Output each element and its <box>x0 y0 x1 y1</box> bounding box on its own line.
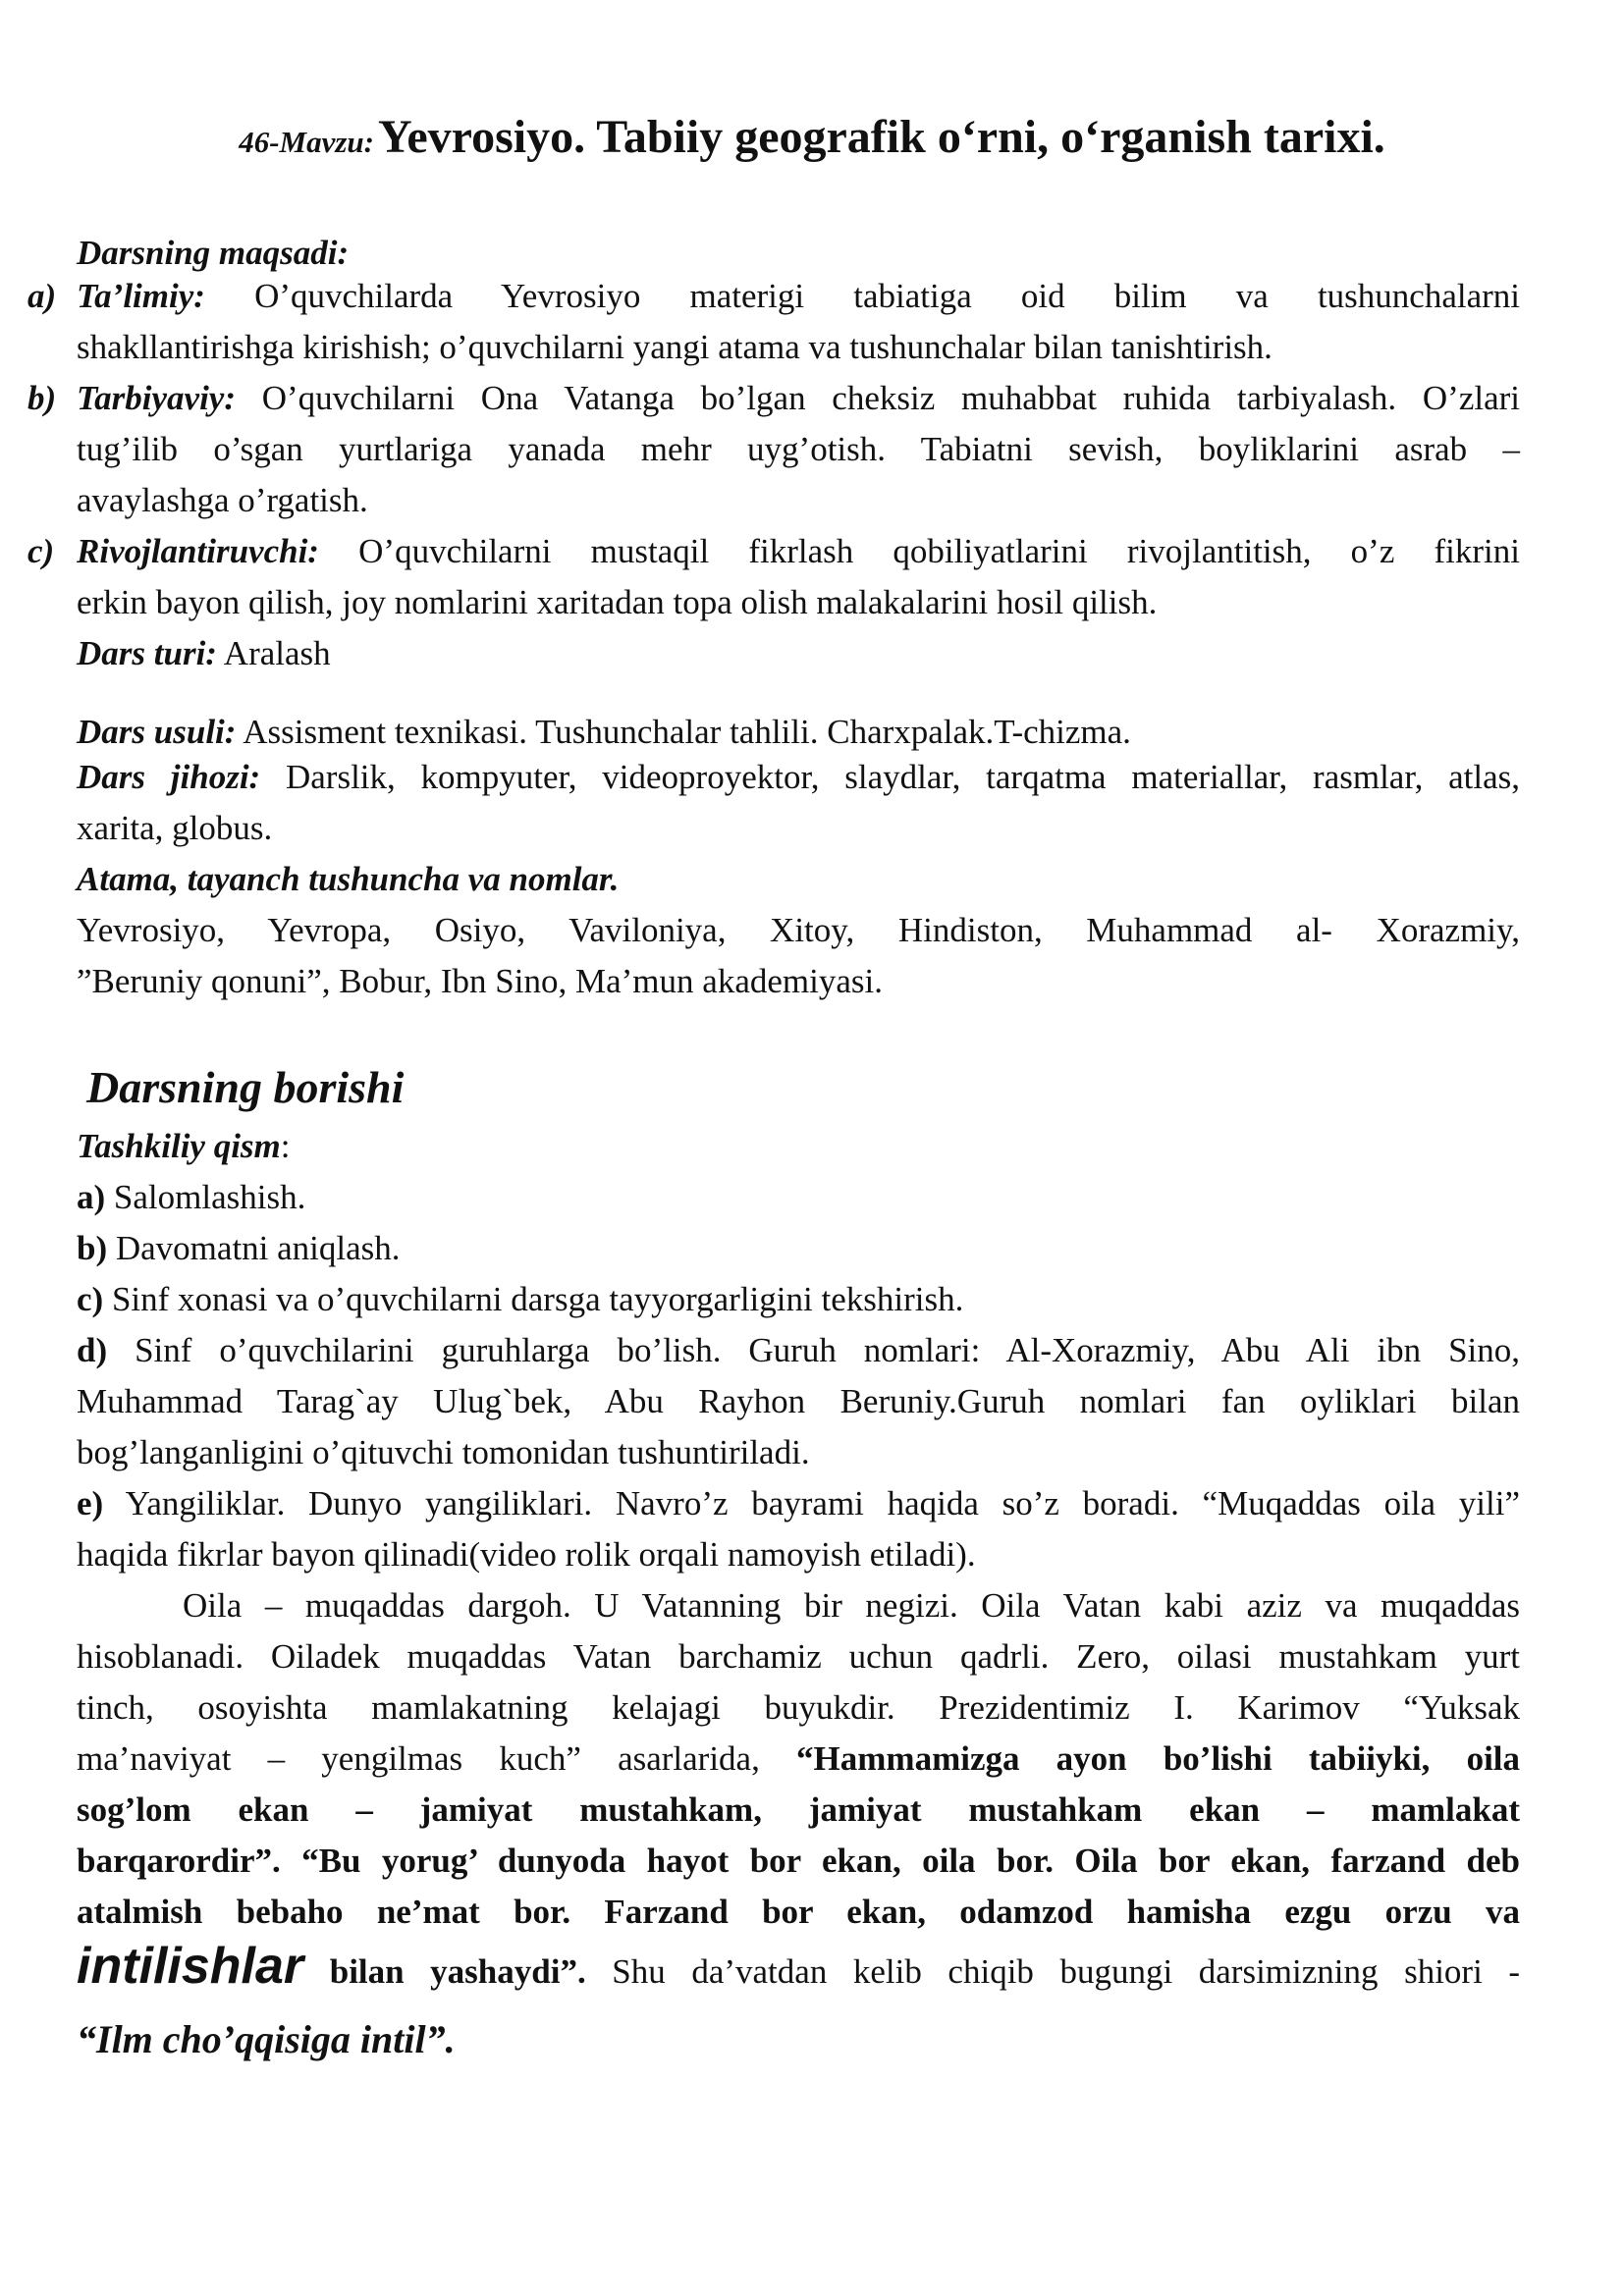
dars-jihozi-text-1: Darslik, kompyuter, videoproyektor, slaydlar, tarqatma materiallar, rasmlar, atlas, <box>285 758 1520 796</box>
step-d-marker: d) <box>77 1331 108 1369</box>
step-c-text: Sinf xonasi va o’quvchilarni darsga tayyorgarligini tekshirish. <box>111 1280 964 1318</box>
step-e-text-2: haqida fikrlar bayon qilinadi(video rolik orqali namoyish etiladi). <box>77 1535 976 1574</box>
dars-usuli-label: Dars usuli: <box>77 713 237 751</box>
step-d-text-3: bog’langanligini o’qituvchi tomonidan tushuntiriladi. <box>77 1433 810 1471</box>
paragraph-line-1: Oila – muqaddas dargoh. U Vatanning bir negizi. Oila Vatan kabi aziz va muqaddas <box>183 1586 1520 1625</box>
step-d-text-2: Muhammad Tarag`ay Ulug`bek, Abu Rayhon Beruniy.Guruh nomlari fan oyliklari bilan <box>77 1382 1520 1420</box>
objectives-heading: Darsning maqsadi: <box>77 234 350 272</box>
step-a <box>77 1172 1520 1223</box>
objective-a-line <box>77 271 1520 322</box>
tashkiliy-label: Tashkiliy qism <box>77 1127 281 1165</box>
paragraph-line-4-plain: ma’naviyat – yengilmas kuch” asarlarida, <box>77 1739 760 1778</box>
objective-b-text-1: O’quvchilarni Ona Vatanga bo’lgan cheksiz muhabbat ruhida tarbiyalash. O’zlari <box>261 379 1520 417</box>
objective-c-label: Rivojlantiruvchi: <box>77 532 319 570</box>
paragraph-line-4-bold: “Hammamizga ayon bo’lishi tabiiyki, oila <box>796 1739 1521 1778</box>
atama-text-2: ”Beruniy qonuni”, Bobur, Ibn Sino, Ma’mun akademiyasi. <box>77 962 883 1000</box>
step-c <box>77 1274 1520 1325</box>
objective-c-line <box>77 526 1520 577</box>
objective-c-marker: c) <box>27 532 55 570</box>
dars-jihozi <box>77 752 1520 803</box>
tashkiliy-heading <box>77 1121 1520 1172</box>
step-d <box>77 1325 1520 1376</box>
objective-b-label: Tarbiyaviy: <box>77 379 236 417</box>
objective-a-marker: a) <box>27 277 57 315</box>
dars-usuli <box>77 707 1520 758</box>
dars-turi-value: Aralash <box>223 634 331 672</box>
paragraph-line-8-bold: bilan yashaydi”. <box>329 1952 586 1991</box>
step-e-marker: e) <box>77 1484 104 1522</box>
topic-title: Yevrosiyo. Tabiiy geografik o‘rni, o‘rganish tarixi. <box>377 111 1385 163</box>
paragraph-line-5: sog’lom ekan – jamiyat mustahkam, jamiyat mustahkam ekan – mamlakat <box>77 1790 1520 1829</box>
paragraph-line-6: barqarordir”. “Bu yorug’ dunyoda hayot bor ekan, oila bor. Oila bor ekan, farzand deb <box>77 1842 1520 1880</box>
step-a-text: Salomlashish. <box>113 1178 306 1216</box>
page-title <box>0 110 1624 164</box>
topic-number: 46-Mavzu: <box>239 125 374 159</box>
step-d-text-1: Sinf o’quvchilarini guruhlarga bo’lish. Guruh nomlari: Al-Xorazmiy, Abu Ali ibn Sino, <box>135 1331 1521 1369</box>
lesson-motto: “Ilm cho’qqisiga intil”. <box>77 2017 456 2061</box>
step-c-marker: c) <box>77 1280 104 1318</box>
objective-b-marker: b) <box>27 379 57 417</box>
paragraph-line-2: hisoblanadi. Oiladek muqaddas Vatan barchamiz uchun qadrli. Zero, oilasi mustahkam yurt <box>77 1637 1520 1676</box>
step-a-marker: a) <box>77 1178 106 1216</box>
paragraph-line-3: tinch, osoyishta mamlakatning kelajagi buyukdir. Prezidentimiz I. Karimov “Yuksak <box>77 1688 1520 1727</box>
objective-c-text-2: erkin bayon qilish, joy nomlarini xaritadan topa olish malakalarini hosil qilish. <box>77 583 1158 621</box>
dars-turi-label: Dars turi: <box>77 634 217 672</box>
atama-heading: Atama, tayanch tushuncha va nomlar. <box>77 860 620 898</box>
objective-c-text-1: O’quvchilarni mustaqil fikrlash qobiliyatlarini rivojlantitish, o’z fikrini <box>358 532 1521 570</box>
objective-b-text-2: tug’ilib o’sgan yurtlariga yanada mehr uyg’otish. Tabiatni sevish, boyliklarini asrab – <box>77 430 1520 468</box>
paragraph-line-8 <box>77 1936 1520 2002</box>
tashkiliy-colon: : <box>280 1127 291 1165</box>
atama-text-1: Yevrosiyo, Yevropa, Osiyo, Vaviloniya, Xitoy, Hindiston, Muhammad al- Xorazmiy, <box>77 911 1520 949</box>
step-e-text-1: Yangiliklar. Dunyo yangiliklari. Navro’z bayrami haqida so’z boradi. “Muqaddas oila yili” <box>125 1484 1520 1522</box>
objective-b-text-3: avaylashga o’rgatish. <box>77 481 368 519</box>
step-b-text: Davomatni aniqlash. <box>115 1229 401 1267</box>
objective-a-label: Ta’limiy: <box>77 277 205 315</box>
paragraph-line-8-big: intilishlar <box>77 1938 304 1995</box>
dars-jihozi-label: Dars jihozi: <box>77 758 261 796</box>
dars-turi <box>77 628 1520 679</box>
objective-b-line <box>77 373 1520 424</box>
objective-a-text-1: O’quvchilarda Yevrosiyo materigi tabiatiga oid bilim va tushunchalarni <box>254 277 1520 315</box>
dars-usuli-value: Assisment texnikasi. Tushunchalar tahlili. Charxpalak.T-chizma. <box>243 713 1131 751</box>
step-e <box>77 1478 1520 1529</box>
dars-jihozi-text-2: xarita, globus. <box>77 809 273 847</box>
objective-a-text-2: shakllantirishga kirishish; o’quvchilarni yangi atama va tushunchalar bilan tanishtirish. <box>77 328 1272 366</box>
paragraph-line-7: atalmish bebaho ne’mat bor. Farzand bor ekan, odamzod hamisha ezgu orzu va <box>77 1893 1520 1931</box>
step-b-marker: b) <box>77 1229 108 1267</box>
borishi-heading: Darsning borishi <box>86 1062 405 1112</box>
step-b <box>77 1223 1520 1274</box>
paragraph-line-4 <box>77 1734 1520 1785</box>
paragraph-line-8-plain: Shu da’vatdan kelib chiqib bugungi darsimizning shiori - <box>612 1952 1521 1991</box>
